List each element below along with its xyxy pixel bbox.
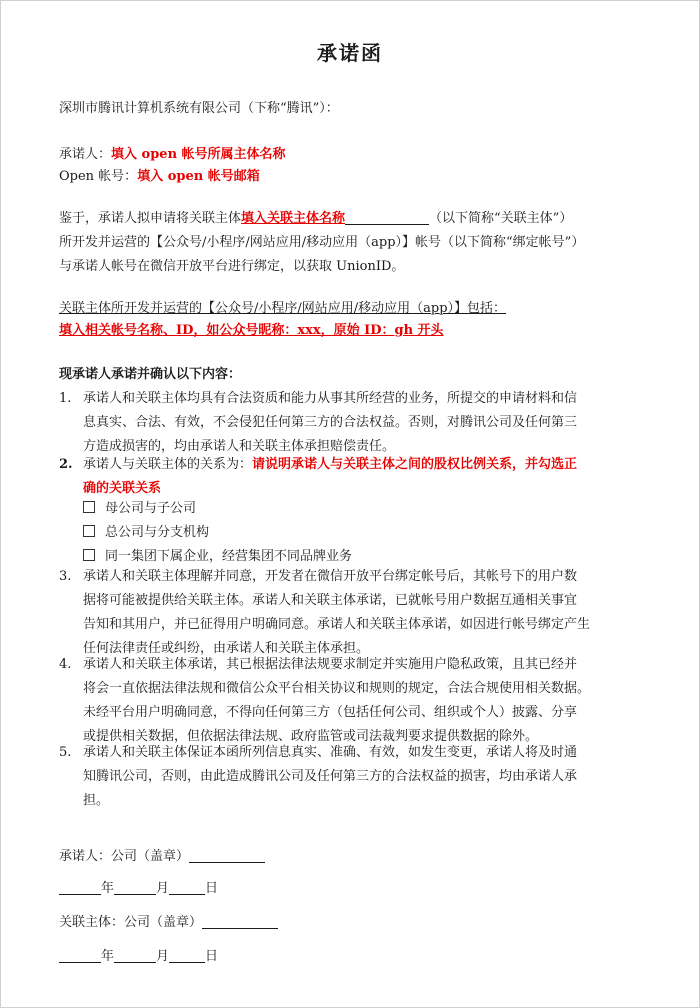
item-number: 1. (59, 391, 72, 406)
item-line: 承诺人和关联主体均具有合法资质和能力从事其所经营的业务，所提交的申请材料和信 (83, 391, 578, 406)
month-label: 月 (156, 881, 170, 896)
item-number: 2. (59, 457, 73, 472)
item-line: 将会一直依据法律法规和微信公众平台相关协议和规则的规定，合法合规使用相关数据。 (83, 681, 591, 696)
intro-line-3: 与承诺人帐号在微信开放平台进行绑定，以获取 UnionID。 (59, 259, 405, 274)
related-seal-label: 关联主体：公司（盖章） (59, 915, 203, 930)
confirm-heading: 现承诺人承诺并确认以下内容： (59, 367, 242, 382)
option-label: 母公司与子公司 (105, 501, 197, 516)
year-label: 年 (101, 949, 115, 964)
item-line: 担。 (83, 793, 110, 808)
year-blank[interactable] (59, 948, 101, 963)
list-item (83, 653, 683, 749)
item-number: 5. (59, 745, 72, 760)
option-parent-subsidiary (83, 499, 196, 519)
item-line: 告知和其用户，并已征得用户明确同意。承诺人和关联主体承诺，如因进行帐号绑定产生 (83, 617, 591, 632)
open-account-label: Open 帐号： (59, 169, 138, 184)
intro-text-b: （以下简称“关联主体”） (429, 211, 573, 226)
related-seal-blank[interactable] (202, 914, 278, 929)
promisor-seal-label: 承诺人：公司（盖章） (59, 849, 190, 864)
relation-prefix: 承诺人与关联主体的关系为： (83, 457, 253, 472)
item-line: 承诺人和关联主体保证本函所列信息真实、准确、有效，如发生变更，承诺人将及时通 (83, 745, 578, 760)
list-item (83, 741, 683, 813)
promisor-fill: 填入 open 帐号所属主体名称 (111, 147, 286, 162)
promisor-signature (59, 847, 265, 867)
year-blank[interactable] (59, 880, 101, 895)
promisor-date (59, 879, 218, 899)
accounts-fill: 填入相关帐号名称、ID，如公众号昵称：xxx，原始 ID：gh 开头 (59, 323, 444, 338)
day-label: 日 (205, 881, 219, 896)
option-same-group (83, 547, 352, 567)
related-entity-fill: 填入关联主体名称 (241, 211, 346, 226)
relation-instruction-cont: 确的关联关系 (83, 481, 162, 496)
year-label: 年 (101, 881, 115, 896)
open-account-fill: 填入 open 帐号邮箱 (137, 169, 260, 184)
item-line: 据将可能被提供给关联主体。承诺人和关联主体承诺，已就帐号用户数据互通相关事宜 (83, 593, 578, 608)
option-label: 同一集团下属企业，经营集团不同品牌业务 (105, 549, 353, 564)
accounts-heading: 关联主体所开发并运营的【公众号/小程序/网站应用/移动应用（app）】包括： (59, 301, 507, 316)
item-line: 未经平台用户明确同意，不得向任何第三方（包括任何公司、组织或个人）披露、分享 (83, 705, 578, 720)
related-entity-blank (345, 210, 429, 225)
item-line: 任何法律责任或纠纷，由承诺人和关联主体承担。 (83, 641, 370, 656)
promisor-seal-blank[interactable] (189, 848, 265, 863)
document-title: 承诺函 (317, 41, 383, 65)
option-head-branch (83, 523, 209, 543)
item-line: 方造成损害的，均由承诺人和关联主体承担赔偿责任。 (83, 439, 396, 454)
item-line: 承诺人和关联主体理解并同意，开发者在微信开放平台绑定帐号后，其帐号下的用户数 (83, 569, 578, 584)
related-date (59, 947, 218, 967)
addressee: 深圳市腾讯计算机系统有限公司（下称“腾讯”）： (59, 101, 339, 116)
month-blank[interactable] (114, 948, 156, 963)
intro-line-2: 所开发并运营的【公众号/小程序/网站应用/移动应用（app）】帐号（以下简称“绑定帐号”） (59, 235, 585, 250)
list-item (83, 387, 683, 459)
day-label: 日 (205, 949, 219, 964)
relation-instruction: 请说明承诺人与关联主体之间的股权比例关系，并勾选正 (252, 457, 578, 472)
day-blank[interactable] (169, 948, 205, 963)
month-label: 月 (156, 949, 170, 964)
item-line: 知腾讯公司，否则，由此造成腾讯公司及任何第三方的合法权益的损害，均由承诺人承 (83, 769, 578, 784)
list-item (83, 453, 683, 501)
checkbox[interactable] (83, 525, 95, 537)
item-line: 或提供相关数据，但依据法律法规、政府监管或司法裁判要求提供数据的除外。 (83, 729, 539, 744)
item-number: 4. (59, 657, 72, 672)
option-label: 总公司与分支机构 (105, 525, 210, 540)
related-signature (59, 913, 278, 933)
list-item (83, 565, 683, 661)
open-account-line (59, 167, 260, 187)
promisor-label: 承诺人： (59, 147, 112, 162)
item-line: 息真实、合法、有效，不会侵犯任何第三方的合法权益。否则，对腾讯公司及任何第三 (83, 415, 578, 430)
intro-line-1 (59, 209, 572, 229)
intro-text-a: 鉴于，承诺人拟申请将关联主体 (59, 211, 242, 226)
promisor-line (59, 145, 286, 165)
day-blank[interactable] (169, 880, 205, 895)
item-line: 承诺人和关联主体承诺，其已根据法律法规要求制定并实施用户隐私政策，且其已经并 (83, 657, 578, 672)
item-number: 3. (59, 569, 72, 584)
item-line (83, 453, 683, 477)
checkbox[interactable] (83, 549, 95, 561)
month-blank[interactable] (114, 880, 156, 895)
checkbox[interactable] (83, 501, 95, 513)
